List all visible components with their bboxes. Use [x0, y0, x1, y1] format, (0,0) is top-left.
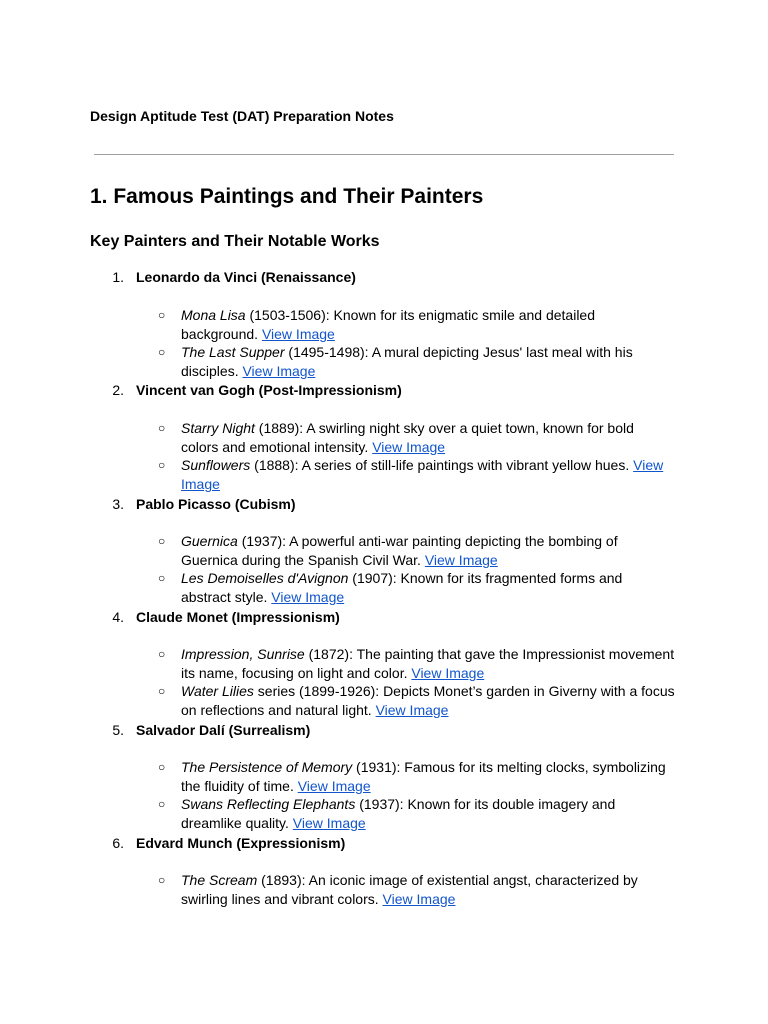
list-number: 6.: [112, 835, 124, 851]
work-description: (1893): An iconic image of existential angst, characterized by swirling lines and vibrant colors.: [181, 872, 638, 907]
hollow-bullet-icon: ○: [158, 308, 166, 322]
list-number: 3.: [112, 496, 124, 512]
work-item: [158, 871, 675, 909]
work-title: The Last Supper: [181, 344, 285, 360]
hollow-bullet-icon: ○: [158, 534, 166, 548]
hollow-bullet-icon: ○: [158, 797, 166, 811]
hollow-bullet-icon: ○: [158, 684, 166, 698]
hollow-bullet-icon: ○: [158, 571, 166, 585]
work-description: (1888): A series of still-life paintings with vibrant yellow hues.: [250, 457, 634, 473]
work-item: [158, 532, 675, 570]
list-number: 2.: [112, 382, 124, 398]
view-image-link[interactable]: View Image: [261, 326, 335, 342]
painter-name: Edvard Munch (Expressionism): [136, 835, 346, 851]
work-item: [158, 758, 675, 796]
hollow-bullet-icon: ○: [158, 647, 166, 661]
work-title: The Scream: [181, 872, 258, 888]
hollow-bullet-icon: ○: [158, 873, 166, 887]
work-description: series (1899-1926): Depicts Monet’s garden in Giverny with a focus on reflections and natural light.: [181, 683, 675, 718]
work-item: [158, 306, 675, 344]
view-image-link[interactable]: View Image: [375, 702, 449, 718]
work-item: [158, 419, 675, 457]
work-item: [158, 645, 675, 683]
hollow-bullet-icon: ○: [158, 421, 166, 435]
work-description: (1495-1498): A mural depicting Jesus' last meal with his disciples.: [181, 344, 633, 379]
view-image-link[interactable]: View Image: [382, 891, 456, 907]
horizontal-rule: [94, 154, 674, 155]
painter-name: Pablo Picasso (Cubism): [136, 496, 296, 512]
work-description: (1872): The painting that gave the Impressionist movement its name, focusing on light and color.: [181, 646, 675, 681]
work-title: The Persistence of Memory: [181, 759, 353, 775]
view-image-link[interactable]: View Image: [292, 815, 366, 831]
work-title: Les Demoiselles d'Avignon: [181, 570, 349, 586]
work-item: [158, 795, 675, 833]
work-description: (1907): Known for its fragmented forms and abstract style.: [181, 570, 623, 605]
work-item: [158, 456, 675, 494]
work-title: Starry Night: [181, 420, 255, 436]
view-image-link[interactable]: View Image: [271, 589, 345, 605]
work-title: Impression, Sunrise: [181, 646, 305, 662]
work-description: (1503-1506): Known for its enigmatic smile and detailed background.: [181, 307, 596, 342]
work-item: [158, 569, 675, 607]
list-number: 4.: [112, 609, 124, 625]
view-image-link[interactable]: View Image: [372, 439, 446, 455]
work-description: (1937): A powerful anti-war painting depicting the bombing of Guernica during the Spanish Civil War.: [181, 533, 618, 568]
work-title: Water Lilies: [181, 683, 254, 699]
view-image-link[interactable]: View Image: [297, 778, 371, 794]
view-image-link[interactable]: View Image: [181, 457, 664, 492]
view-image-link[interactable]: View Image: [242, 363, 316, 379]
view-image-link[interactable]: View Image: [424, 552, 498, 568]
work-item: [158, 682, 675, 720]
view-image-link[interactable]: View Image: [411, 665, 485, 681]
hollow-bullet-icon: ○: [158, 345, 166, 359]
work-title: Mona Lisa: [181, 307, 246, 323]
work-description: (1937): Known for its double imagery and dreamlike quality.: [181, 796, 616, 831]
hollow-bullet-icon: ○: [158, 458, 166, 472]
work-title: Sunflowers: [181, 457, 251, 473]
section-heading: 1. Famous Paintings and Their Painters: [90, 185, 484, 208]
painter-name: Salvador Dalí (Surrealism): [136, 722, 311, 738]
painter-name: Claude Monet (Impressionism): [136, 609, 340, 625]
list-number: 1.: [112, 269, 124, 285]
work-title: Swans Reflecting Elephants: [181, 796, 356, 812]
painter-name: Vincent van Gogh (Post-Impressionism): [136, 382, 402, 398]
work-item: [158, 343, 675, 381]
work-title: Guernica: [181, 533, 238, 549]
hollow-bullet-icon: ○: [158, 760, 166, 774]
document-title: Design Aptitude Test (DAT) Preparation Notes: [90, 108, 394, 124]
subsection-heading: Key Painters and Their Notable Works: [90, 233, 380, 250]
list-number: 5.: [112, 722, 124, 738]
work-description: (1889): A swirling night sky over a quiet town, known for bold colors and emotional intensity.: [181, 420, 634, 455]
work-description: (1931): Famous for its melting clocks, symbolizing the fluidity of time.: [181, 759, 666, 794]
painter-name: Leonardo da Vinci (Renaissance): [136, 269, 356, 285]
